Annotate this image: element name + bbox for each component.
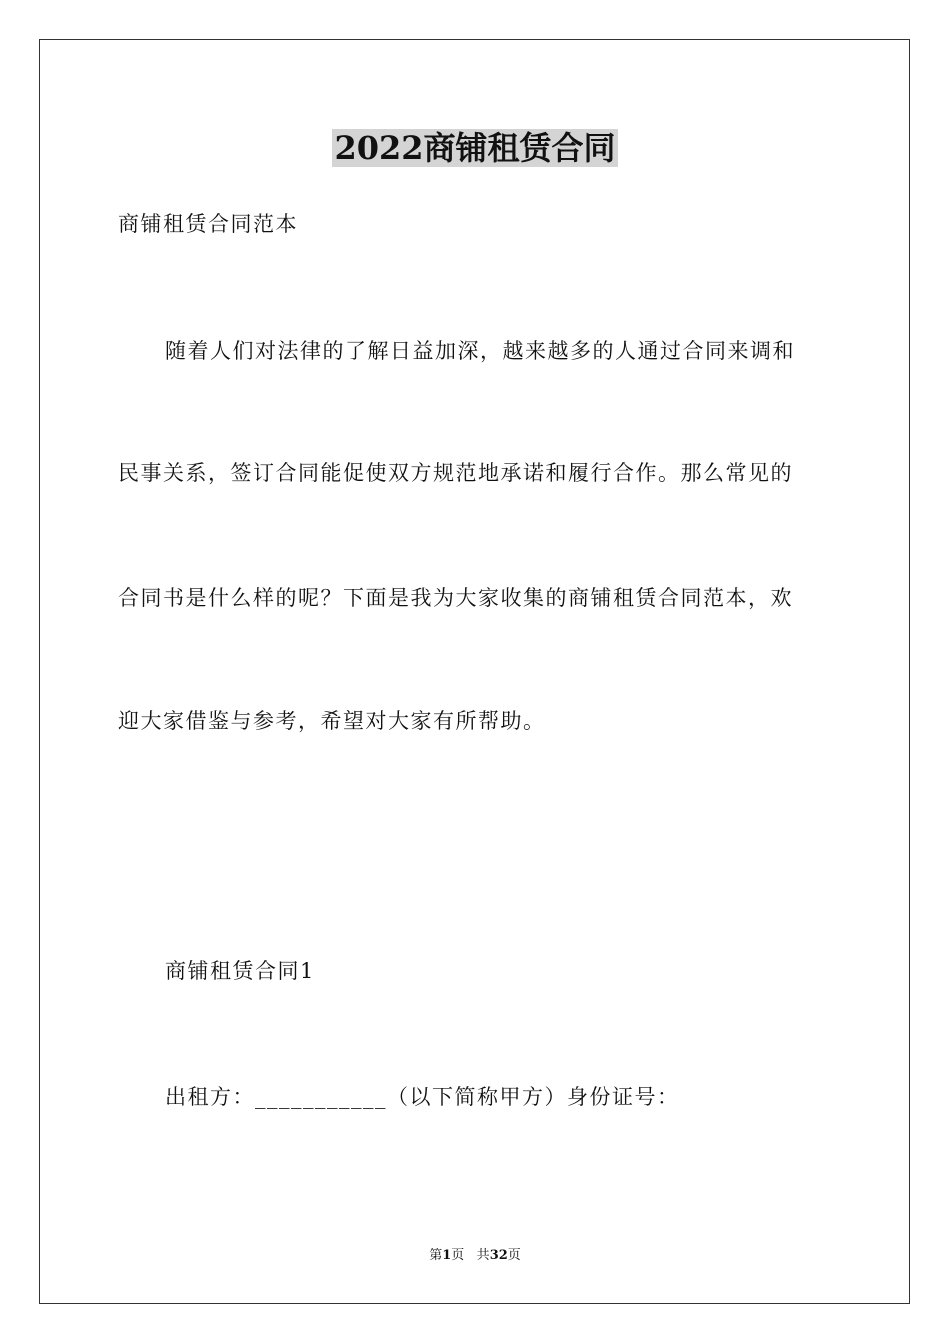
footer-page-suffix: 页 — [451, 1248, 465, 1263]
document-title: 2022商铺租赁合同 — [334, 129, 616, 167]
footer-page-number: 1 — [442, 1248, 452, 1263]
section-heading: 商铺租赁合同1 — [165, 959, 315, 983]
page-footer — [0, 1247, 950, 1265]
footer-total-pages: 32 — [489, 1248, 508, 1263]
intro-paragraph-line-1: 随着人们对法律的了解日益加深，越来越多的人通过合同来调和 — [165, 339, 795, 363]
intro-paragraph-line-3: 合同书是什么样的呢？下面是我为大家收集的商铺租赁合同范本，欢 — [118, 586, 793, 610]
footer-prefix: 第 — [429, 1248, 443, 1263]
footer-total-prefix: 共 — [476, 1248, 490, 1263]
intro-paragraph-line-4: 迎大家借鉴与参考，希望对大家有所帮助。 — [118, 709, 546, 733]
intro-paragraph-line-2: 民事关系，签订合同能促使双方规范地承诺和履行合作。那么常见的 — [118, 461, 793, 485]
document-title-block — [0, 126, 950, 170]
footer-total-suffix: 页 — [507, 1248, 521, 1263]
document-subtitle: 商铺租赁合同范本 — [118, 212, 298, 236]
lessor-line: 出租方：___________（以下简称甲方）身份证号： — [165, 1085, 680, 1109]
